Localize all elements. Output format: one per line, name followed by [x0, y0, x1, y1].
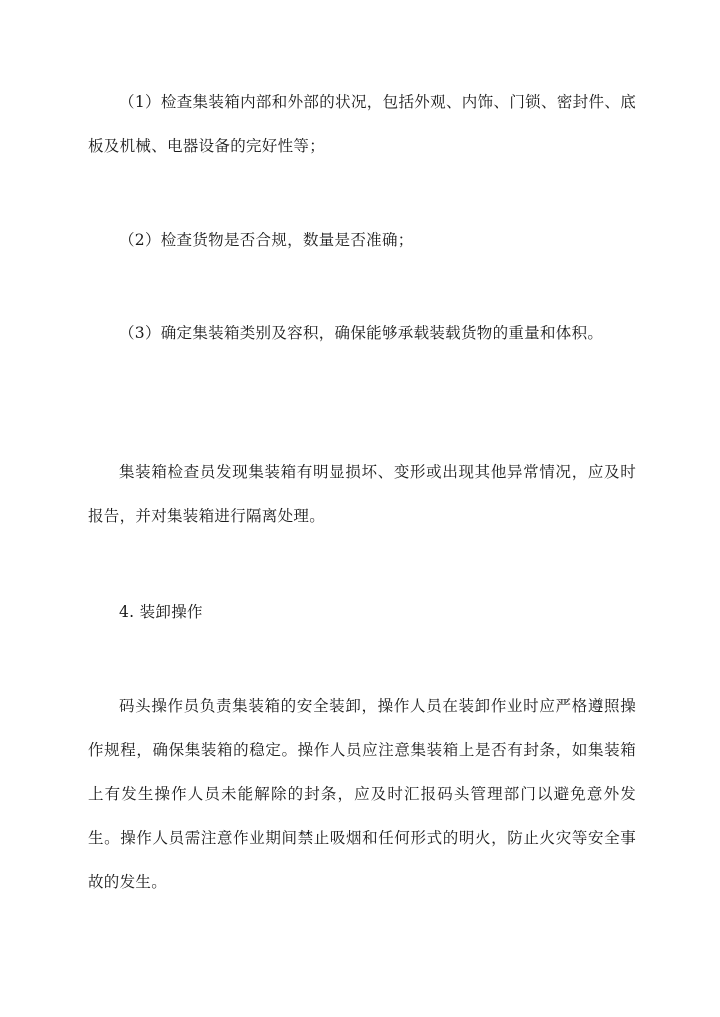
paragraph-loading-operations: 码头操作员负责集装箱的安全装卸，操作人员在装卸作业时应严格遵照操作规程，确保集装箱的稳定。操作人员应注意集装箱上是否有封条，如集装箱上有发生操作人员未能解除的封条，应及时汇报码头管理部门以避免意外发生。操作人员需注意作业期间禁止吸烟和任何形式的明火，防止火灾等安全事故的发生。 [88, 697, 636, 891]
paragraph-check-container-condition: （1）检查集装箱内部和外部的状况，包括外观、内饰、门锁、密封件、底板及机械、电器设备的完好性等； [88, 93, 636, 155]
section-heading-loading-operations: 4. 装卸操作 [119, 603, 203, 621]
paragraph-confirm-container-type: （3）确定集装箱类别及容积，确保能够承载装载货物的重量和体积。 [119, 324, 604, 342]
paragraph-damage-report: 集装箱检查员发现集装箱有明显损坏、变形或出现其他异常情况，应及时报告，并对集装箱进行隔离处理。 [88, 463, 636, 525]
paragraph-check-cargo: （2）检查货物是否合规，数量是否准确； [119, 231, 414, 249]
